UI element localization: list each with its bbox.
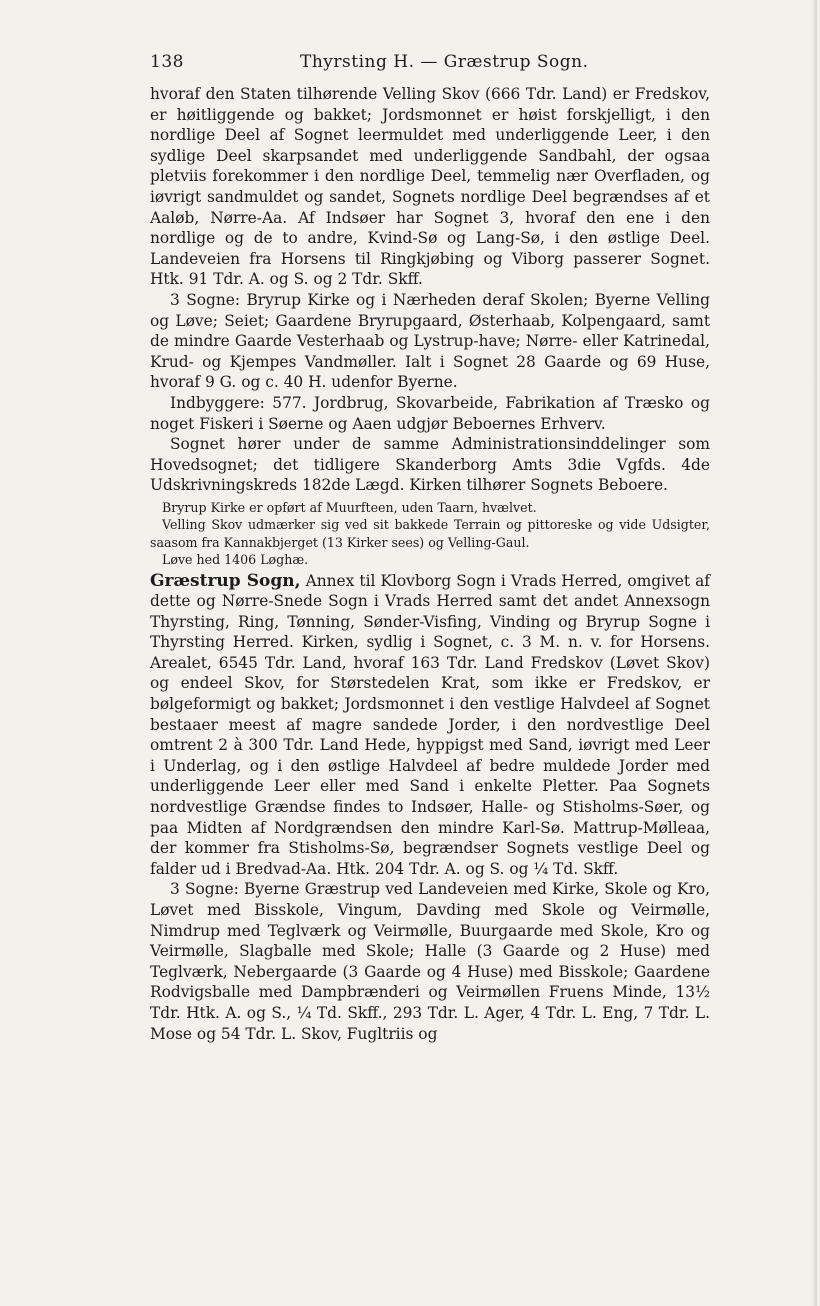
- page-header: [150, 52, 710, 78]
- page-edge: [812, 0, 817, 1306]
- running-title: Thyrsting H. — Græstrup Sogn.: [300, 52, 589, 72]
- paragraph: Sognet hører under de samme Administrationsinddelinger som Hovedsognet; det tidligere Skanderborg Amts 3die Vgfds. 4de Udskrivningskreds 182de Lægd. Kirken tilhører Sognets Beboere.: [150, 435, 710, 495]
- paragraph: 3 Sogne: Byerne Græstrup ved Landeveien med Kirke, Skole og Kro, Løvet med Bisskole, Vingum, Davding med Skole og Veirmølle, Nimdrup med Teglværk og Veirmølle, Buurgaarde med Skole, Kro og Veirmølle, Slagballe med Skole; Halle (3 Gaarde og 2 Huse) med Teglværk, Nebergaarde (3 Gaarde og 4 Huse) med Bisskole; Gaardene Rodvigsballe med Dampbrænderi og Veirmøllen Fruens Minde, 13½ Tdr. Htk. A. og S., ¼ Td. Skff., 293 Tdr. L. Ager, 4 Tdr. L. Eng, 7 Tdr. L. Mose og 54 Tdr. L. Skov, Fugltriis og: [150, 880, 710, 1043]
- entry-text: Annex til Klovborg Sogn i Vrads Herred, omgivet af dette og Nørre-Snede Sogn i Vrads Herred samt det andet Annexsogn Thyrsting, Ring, Tønning, Sønder-Visfing, Vinding og Bryrup Sogne i Thyrsting Herred. Kirken, sydlig i Sognet, c. 3 M. n. v. for Horsens. Arealet, 6545 Tdr. Land, hvoraf 163 Tdr. Land Fredskov (Løvet Skov) og endeel Skov, for Størstedelen Krat, som ikke er Fredskov, er bølgeformigt og bakket; Jordsmonnet i den vestlige Halvdeel af Sognet bestaaer meest af magre sandede Jorder, i den nordvestlige Deel omtrent 2 à 300 Tdr. Land Hede, hyppigst med Sand, iøvrigt med Leer i Underlag, og i den østlige Halvdeel af bedre muldede Jorder med underliggende Leer eller med Sand i enkelte Pletter. Paa Sognets nordvestlige Grændse findes to Indsøer, Halle- og Stisholms-Søer, og paa Midten af Nordgrændsen den mindre Karl-Sø. Mattrup-Mølleaa, der kommer fra Stisholms-Sø, begrændser Sognets vestlige Deel og falder ud i Bredvad-Aa. Htk. 204 Tdr. A. og S. og ¼ Td. Skff.: [150, 571, 710, 878]
- page-number: 138: [150, 52, 184, 72]
- page-content: [150, 84, 710, 1044]
- footnotes: [150, 499, 710, 569]
- footnote: Bryrup Kirke er opført af Muurfteen, uden Taarn, hvælvet.: [162, 499, 537, 515]
- paragraph: hvoraf den Staten tilhørende Velling Skov (666 Tdr. Land) er Fredskov, er høitliggende og bakket; Jordsmonnet er høist forskjelligt, i den nordlige Deel af Sognet leermuldet med underliggende Leer, i den sydlige Deel skarpsandet med underliggende Sandbahl, der ogsaa pletviis forekommer i den nordlige Deel, temmelig nær Overfladen, og iøvrigt sandmuldet og sandet, Sognets nordlige Deel begrændses af et Aaløb, Nørre-Aa. Af Indsøer har Sognet 3, hvoraf den ene i den nordlige og de to andre, Kvind-Sø og Lang-Sø, i den østlige Deel. Landeveien fra Horsens til Ringkjøbing og Viborg passerer Sognet. Htk. 91 Tdr. A. og S. og 2 Tdr. Skff.: [150, 85, 710, 289]
- footnote: Velling Skov udmærker sig ved sit bakkede Terrain og pittoreske og vide Udsigter, saasom fra Kannakbjerget (13 Kirker sees) og Velling-Gaul.: [150, 517, 710, 550]
- entry-paragraph: [150, 571, 710, 880]
- paragraph: Indbyggere: 577. Jordbrug, Skovarbeide, Fabrikation af Træsko og noget Fiskeri i Søerne og Aaen udgjør Beboernes Erhverv.: [150, 393, 710, 433]
- paragraph: 3 Sogne: Bryrup Kirke og i Nærheden deraf Skolen; Byerne Velling og Løve; Seiet; Gaardene Bryrupgaard, Østerhaab, Kolpengaard, samt de mindre Gaarde Vesterhaab og Lystrup-have; Nørre- eller Katrinedal, Krud- og Kjempes Vandmøller. Ialt i Sognet 28 Gaarde og 69 Huse, hvoraf 9 G. og c. 40 H. udenfor Byerne.: [150, 290, 710, 392]
- footnote: Løve hed 1406 Løghæ.: [162, 552, 309, 568]
- entry-heading: Græstrup Sogn,: [150, 570, 301, 591]
